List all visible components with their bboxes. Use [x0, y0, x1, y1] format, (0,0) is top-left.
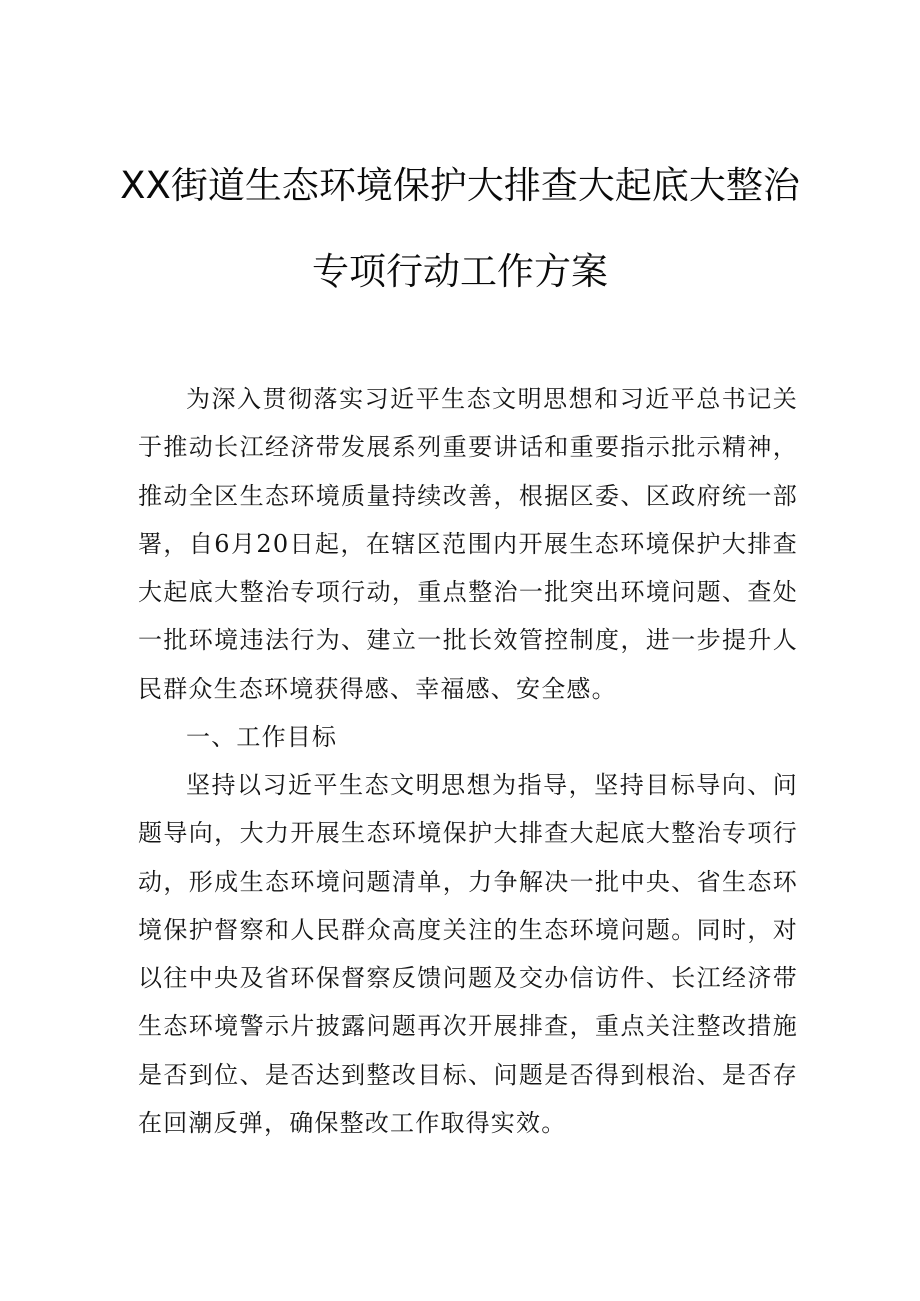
intro-paragraph [138, 375, 798, 713]
section-paragraph-text: 坚持以习近平生态文明思想为指导，坚持目标导向、问题导向，大力开展生态环境保护大排查大起底大整治专项行动，形成生态环境问题清单，力争解决一批中央、省生态环境保护督察和人民群众高度关注的生态环境问题。同时，对以往中央及省环保督察反馈问题及交办信访件、长江经济带生态环境警示片披露问题再次开展排查，重点关注整改措施是否到位、是否达到整改目标、问题是否得到根治、是否存在回潮反弹，确保整改工作取得实效。 [138, 771, 798, 1138]
section-heading [138, 713, 798, 761]
section-heading-text: 一、工作目标 [186, 723, 338, 751]
document-title-line-2: 专项行动工作方案 [312, 250, 608, 293]
intro-paragraph-text: 为深入贯彻落实习近平生态文明思想和习近平总书记关于推动长江经济带发展系列重要讲话和重要指示批示精神，推动全区生态环境质量持续改善，根据区委、区政府统一部署，自6月20日起，在辖区范围内开展生态环境保护大排查大起底大整治专项行动，重点整治一批突出环境问题、查处一批环境违法行为、建立一批长效管控制度，进一步提升人民群众生态环境获得感、幸福感、安全感。 [138, 385, 798, 703]
section-paragraph [138, 761, 798, 1147]
document-title-line-1: XX街道生态环境保护大排查大起底大整治 [120, 164, 800, 207]
